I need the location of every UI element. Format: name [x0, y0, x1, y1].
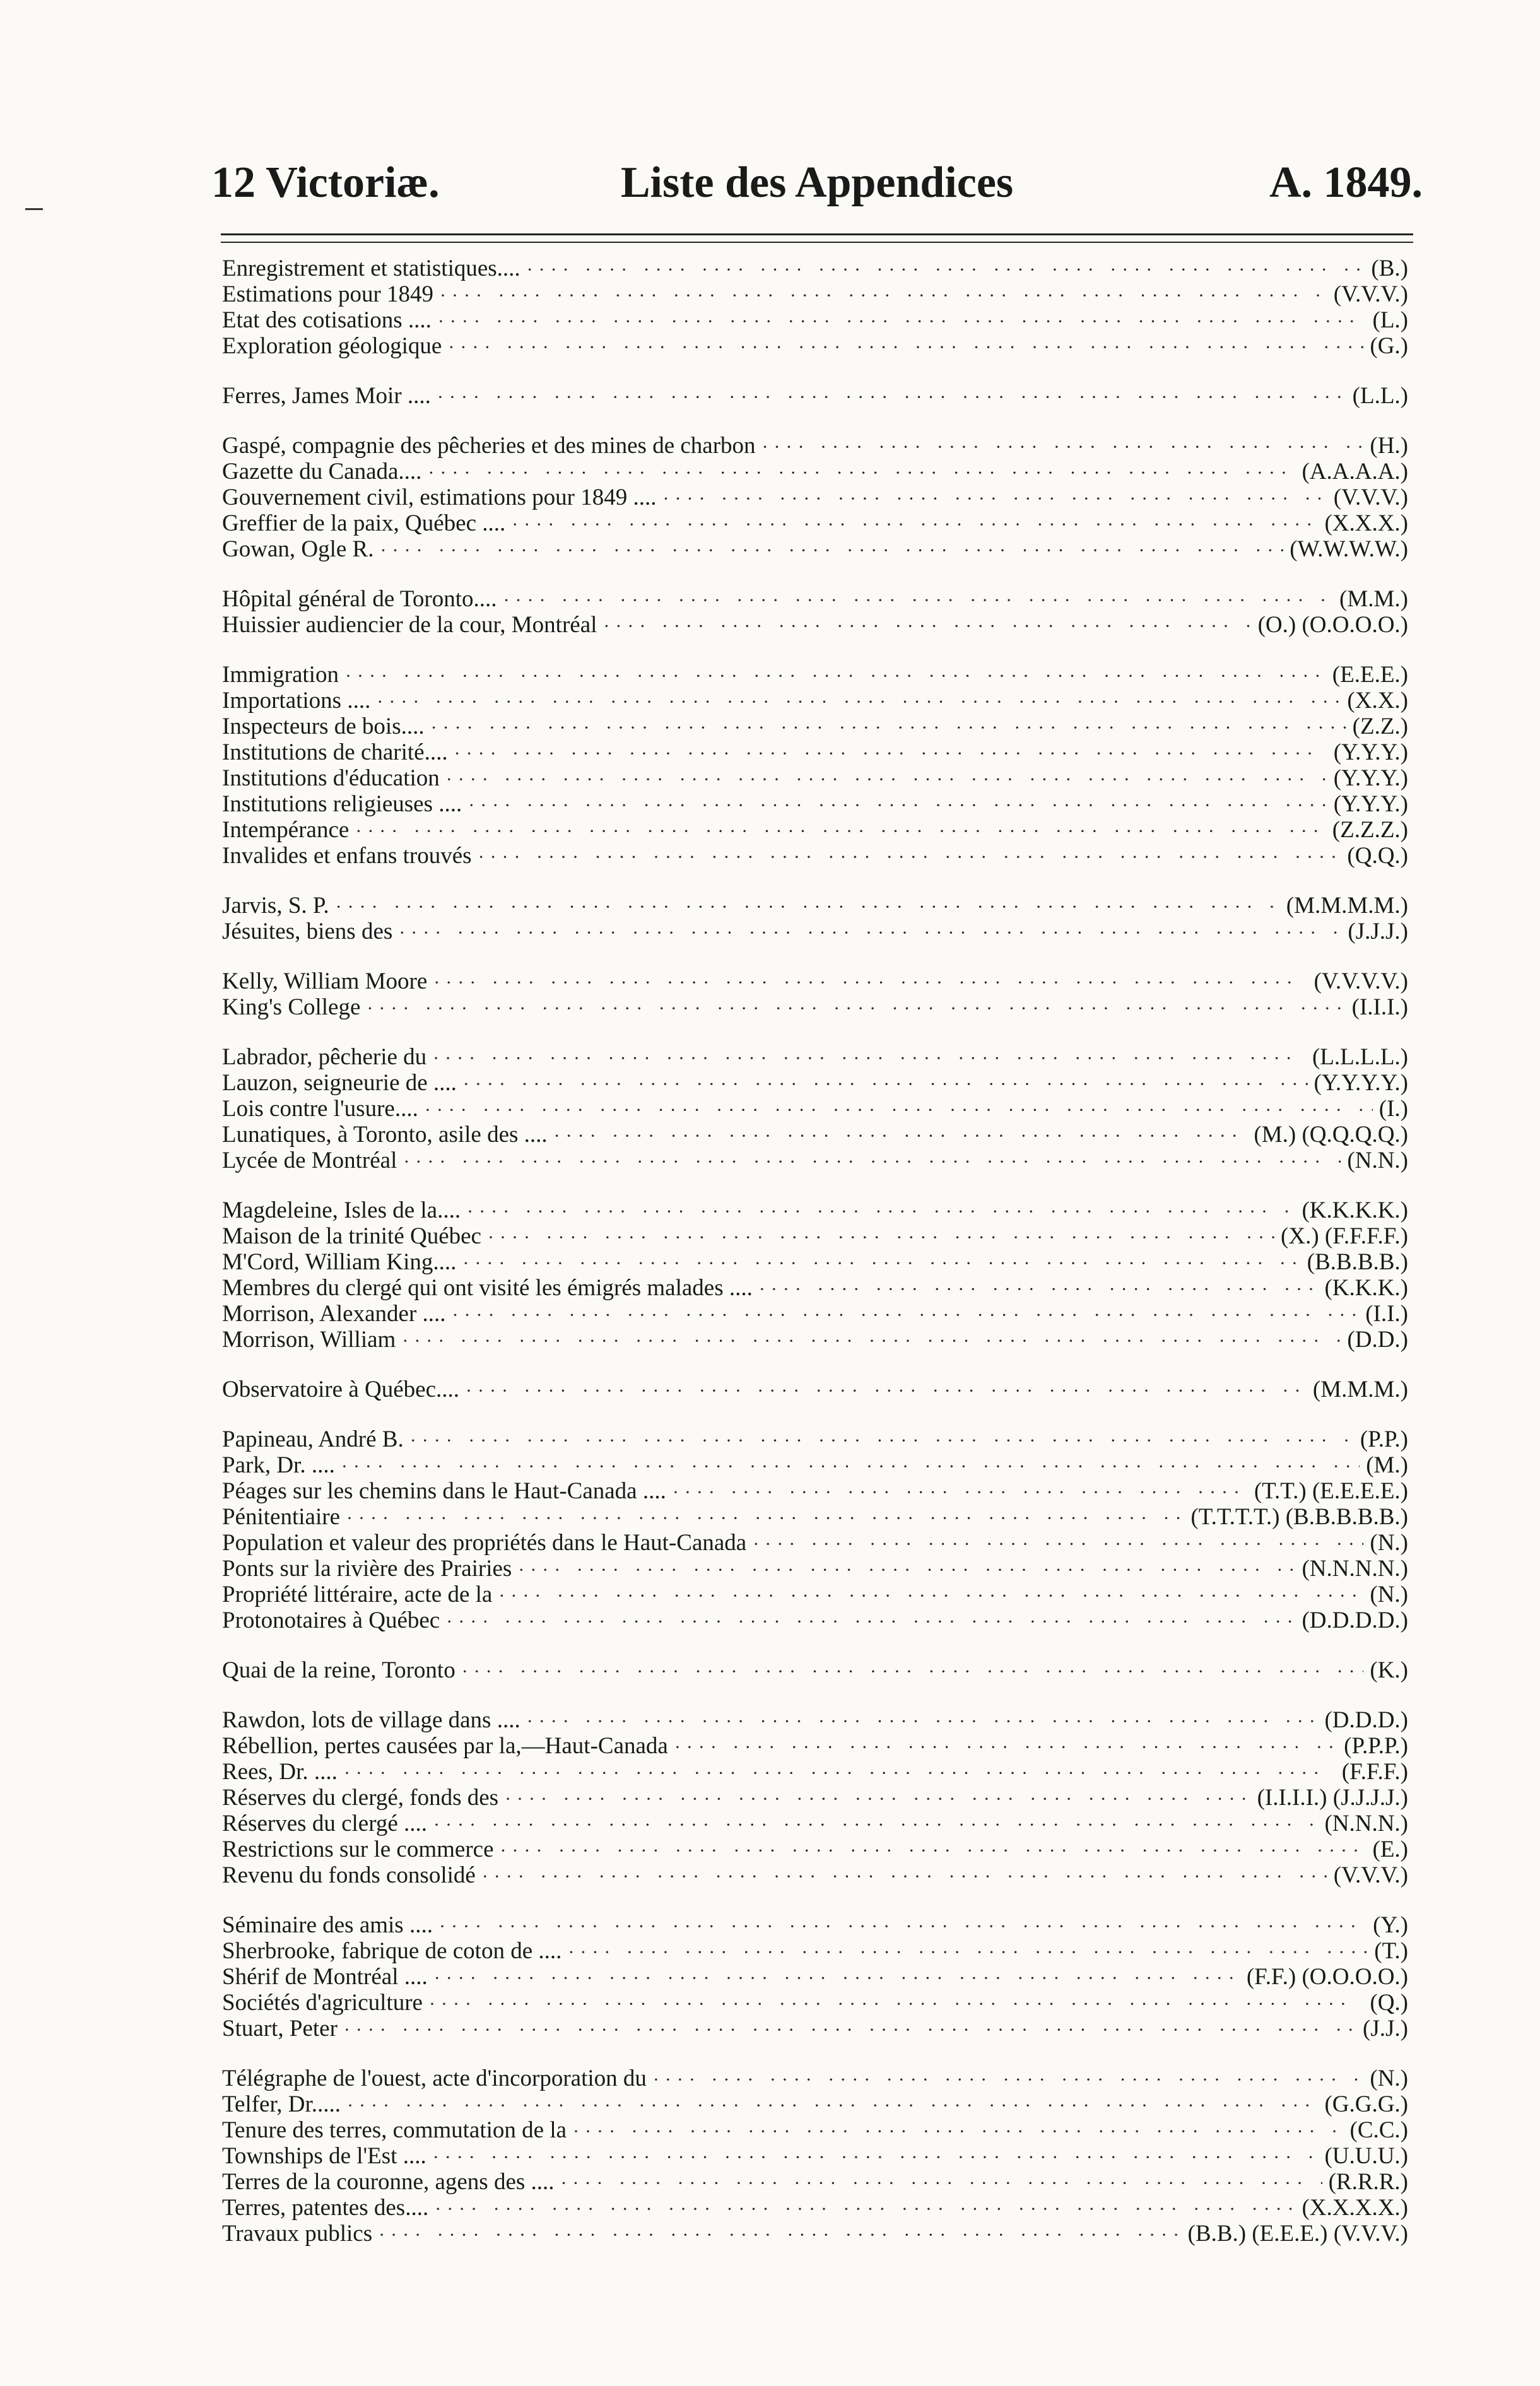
entry-name: Stuart, Peter	[222, 2016, 338, 2042]
entry-reference: (Y.Y.Y.)	[1333, 739, 1408, 765]
entry-name: Greffier de la paix, Québec ....	[222, 510, 506, 536]
entry-reference: (L.L.L.L.)	[1312, 1044, 1408, 1070]
dot-leader	[345, 663, 1326, 689]
entry-name: Réserves du clergé, fonds des	[222, 1785, 499, 1811]
appendix-entry	[222, 1733, 1408, 1759]
entry-reference: (A.A.A.A.)	[1302, 459, 1408, 485]
entry-name: Etat des cotisations ....	[222, 307, 432, 333]
entry-name: Institutions religieuses ....	[222, 791, 462, 817]
appendix-entry	[222, 1582, 1408, 1607]
entry-reference: (N.N.N.N.)	[1302, 1556, 1408, 1582]
appendix-entry	[222, 968, 1408, 994]
entry-name: Péages sur les chemins dans le Haut-Canada ....	[222, 1478, 666, 1504]
entry-reference: (M.) (Q.Q.Q.Q.)	[1254, 1122, 1408, 1148]
header-title: Liste des Appendices	[620, 158, 1014, 207]
dot-leader	[488, 1225, 1274, 1250]
entry-reference: (J.J.)	[1363, 2016, 1408, 2042]
appendix-entry	[222, 1044, 1408, 1070]
dot-leader	[428, 460, 1295, 486]
entry-name: Morrison, Alexander ....	[222, 1301, 446, 1327]
appendix-entry	[222, 662, 1408, 688]
appendix-entry	[222, 1607, 1408, 1633]
entry-name: Magdeleine, Isles de la....	[222, 1197, 461, 1223]
entry-reference: (M.M.M.M.)	[1286, 893, 1408, 919]
entry-name: Ferres, James Moir ....	[222, 383, 431, 409]
entry-name: Terres, patentes des....	[222, 2195, 429, 2221]
appendix-entry	[222, 817, 1408, 843]
entry-reference: (Q.Q.)	[1347, 843, 1408, 869]
dot-leader	[561, 2170, 1322, 2196]
dot-leader	[674, 1734, 1337, 1760]
dot-leader	[347, 2093, 1318, 2119]
entry-reference: (E.)	[1372, 1837, 1408, 1862]
appendix-entry	[222, 919, 1408, 944]
letter-group	[222, 433, 1408, 562]
entry-name: Morrison, William	[222, 1327, 396, 1353]
entry-reference: (N.N.N.)	[1324, 1811, 1408, 1837]
dot-leader	[433, 1045, 1306, 1071]
appendix-entry	[222, 1862, 1408, 1888]
entry-name: Gowan, Ogle R.	[222, 536, 374, 562]
dot-leader	[512, 512, 1318, 538]
dot-leader	[429, 1991, 1363, 2017]
entry-reference: (V.V.V.)	[1333, 1862, 1408, 1888]
entry-reference: (H.)	[1370, 433, 1408, 459]
entry-name: Tenure des terres, commutation de la	[222, 2117, 567, 2143]
entry-name: Rébellion, pertes causées par la,—Haut-Canada	[222, 1733, 668, 1759]
dot-leader	[336, 894, 1280, 920]
entry-name: Importations ....	[222, 688, 371, 714]
entry-name: Lauzon, seigneurie de ....	[222, 1070, 457, 1096]
entry-reference: (P.P.P.)	[1344, 1733, 1408, 1759]
appendix-entry	[222, 714, 1408, 739]
entry-name: Télégraphe de l'ouest, acte d'incorporation du	[222, 2066, 647, 2091]
dot-leader	[673, 1479, 1248, 1505]
dot-leader	[435, 2196, 1295, 2222]
dot-leader	[503, 587, 1333, 613]
entry-name: Kelly, William Moore	[222, 968, 428, 994]
entry-reference: (X.) (F.F.F.F.)	[1281, 1223, 1408, 1249]
entry-name: Huissier audiencier de la cour, Montréal	[222, 612, 597, 638]
entry-reference: (T.T.T.T.) (B.B.B.B.B.)	[1190, 1504, 1408, 1530]
entry-name: Travaux publics	[222, 2221, 373, 2247]
letter-group	[222, 1426, 1408, 1633]
appendix-entry	[222, 2221, 1408, 2247]
dot-leader	[425, 1097, 1373, 1123]
dot-leader	[573, 2119, 1343, 2144]
entry-reference: (J.J.J.)	[1348, 919, 1408, 944]
entry-reference: (N.N.)	[1347, 1148, 1408, 1173]
appendix-entry	[222, 2195, 1408, 2221]
dot-leader	[762, 434, 1364, 460]
entry-name: Enregistrement et statistiques....	[222, 256, 520, 281]
dot-leader	[518, 1557, 1295, 1583]
appendix-entry	[222, 688, 1408, 714]
appendix-entry	[222, 1990, 1408, 2016]
margin-mark	[25, 208, 43, 210]
appendix-entry	[222, 1096, 1408, 1122]
dot-leader	[434, 1965, 1240, 1991]
entry-reference: (Q.)	[1370, 1990, 1408, 2016]
entry-reference: (R.R.R.)	[1328, 2169, 1408, 2195]
dot-leader	[554, 1123, 1248, 1149]
entry-name: Observatoire à Québec....	[222, 1377, 459, 1402]
letter-group	[222, 256, 1408, 359]
entry-name: Estimations pour 1849	[222, 281, 434, 307]
letter-group	[222, 1377, 1408, 1402]
entry-reference: (I.I.)	[1365, 1301, 1408, 1327]
entry-name: Sherbrooke, fabrique de coton de ....	[222, 1938, 562, 1964]
letter-group	[222, 662, 1408, 869]
appendix-entry	[222, 1070, 1408, 1096]
entry-reference: (E.E.E.)	[1332, 662, 1408, 688]
entry-name: Shérif de Montréal ....	[222, 1964, 428, 1990]
dot-leader	[433, 970, 1307, 996]
appendix-entry	[222, 1377, 1408, 1402]
entry-reference: (Z.Z.)	[1352, 714, 1408, 739]
entry-reference: (N.)	[1370, 1582, 1408, 1607]
page-header	[211, 158, 1423, 215]
dot-leader	[454, 741, 1327, 767]
entry-reference: (N.)	[1370, 2066, 1408, 2091]
dot-leader	[344, 2017, 1356, 2043]
entry-name: Papineau, André B.	[222, 1426, 404, 1452]
dot-leader	[527, 1708, 1319, 1734]
dot-leader	[653, 2067, 1363, 2093]
dot-leader	[431, 715, 1346, 741]
entry-reference: (K.K.K.K.)	[1302, 1197, 1408, 1223]
dot-leader	[377, 689, 1341, 715]
dot-leader	[379, 2222, 1181, 2248]
letter-group	[222, 383, 1408, 409]
entry-name: Park, Dr. ....	[222, 1452, 335, 1478]
appendix-entry	[222, 2091, 1408, 2117]
letter-group	[222, 1044, 1408, 1173]
entry-reference: (V.V.V.)	[1333, 281, 1408, 307]
entry-reference: (N.)	[1370, 1530, 1408, 1556]
appendix-entry	[222, 433, 1408, 459]
appendix-entry	[222, 1223, 1408, 1249]
dot-leader	[341, 1454, 1360, 1479]
dot-leader	[433, 1812, 1318, 1838]
letter-group	[222, 1707, 1408, 1888]
entry-name: Gaspé, compagnie des pêcheries et des mines de charbon	[222, 433, 756, 459]
appendix-entry	[222, 1811, 1408, 1837]
appendix-entry	[222, 1426, 1408, 1452]
appendix-entry	[222, 1148, 1408, 1173]
dot-leader	[527, 257, 1365, 283]
entry-name: M'Cord, William King....	[222, 1249, 457, 1275]
entry-name: Lycée de Montréal	[222, 1148, 397, 1173]
entry-name: Jarvis, S. P.	[222, 893, 329, 919]
dot-leader	[466, 1378, 1307, 1404]
entry-reference: (Y.Y.Y.Y.)	[1314, 1070, 1408, 1096]
dot-leader	[346, 1505, 1184, 1531]
entry-reference: (X.X.X.)	[1324, 510, 1408, 536]
entry-reference: (M.M.)	[1339, 586, 1408, 612]
appendix-entry	[222, 459, 1408, 485]
appendix-entry	[222, 1504, 1408, 1530]
entry-reference: (X.X.)	[1347, 688, 1408, 714]
entry-reference: (B.)	[1371, 256, 1408, 281]
appendix-entry	[222, 2066, 1408, 2091]
entry-name: Lois contre l'usure....	[222, 1096, 418, 1122]
appendix-entry	[222, 485, 1408, 510]
letter-group	[222, 1197, 1408, 1353]
entry-reference: (P.P.)	[1360, 1426, 1408, 1452]
entry-reference: (I.I.I.)	[1351, 994, 1408, 1020]
entry-reference: (X.X.X.X.)	[1302, 2195, 1408, 2221]
entry-name: Terres de la couronne, agens des ....	[222, 2169, 555, 2195]
appendix-entry	[222, 1837, 1408, 1862]
appendix-entry	[222, 333, 1408, 359]
letter-group	[222, 586, 1408, 638]
dot-leader	[355, 818, 1325, 844]
dot-leader	[478, 844, 1341, 870]
dot-leader	[403, 1149, 1341, 1175]
appendix-entry	[222, 1478, 1408, 1504]
entry-reference: (D.D.D.)	[1324, 1707, 1408, 1733]
appendix-entry	[222, 1275, 1408, 1301]
dot-leader	[759, 1276, 1319, 1302]
appendix-entry	[222, 1197, 1408, 1223]
entry-name: Réserves du clergé ....	[222, 1811, 428, 1837]
appendix-entry	[222, 1301, 1408, 1327]
entry-reference: (B.B.B.B.)	[1307, 1249, 1408, 1275]
entry-reference: (I.I.I.I.) (J.J.J.J.)	[1257, 1785, 1408, 1811]
entry-reference: (G.G.G.)	[1324, 2091, 1408, 2117]
appendix-entry	[222, 1707, 1408, 1733]
entry-name: Telfer, Dr.....	[222, 2091, 341, 2117]
appendix-entry	[222, 1530, 1408, 1556]
entry-reference: (U.U.U.)	[1324, 2143, 1408, 2169]
entry-reference: (O.) (O.O.O.O.)	[1257, 612, 1408, 638]
appendix-entry	[222, 383, 1408, 409]
entry-reference: (F.F.F.)	[1341, 1759, 1408, 1785]
appendix-entry	[222, 1964, 1408, 1990]
entry-name: Invalides et enfans trouvés	[222, 843, 472, 869]
letter-group	[222, 968, 1408, 1020]
dot-leader	[463, 1071, 1308, 1097]
entry-reference: (L.L.)	[1352, 383, 1408, 409]
entry-reference: (C.C.)	[1349, 2117, 1408, 2143]
entry-name: Pénitentiaire	[222, 1504, 340, 1530]
entry-name: Immigration	[222, 662, 339, 688]
appendix-entry	[222, 1556, 1408, 1582]
appendix-entry	[222, 739, 1408, 765]
dot-leader	[468, 792, 1327, 818]
dot-leader	[446, 1609, 1295, 1635]
dot-leader	[437, 384, 1346, 410]
letter-group	[222, 2066, 1408, 2247]
appendix-entry	[222, 1452, 1408, 1478]
entry-reference: (M.)	[1366, 1452, 1408, 1478]
appendix-entry	[222, 2117, 1408, 2143]
entry-reference: (D.D.D.D.)	[1302, 1607, 1408, 1633]
appendix-entry	[222, 612, 1408, 638]
entry-name: Quai de la reine, Toronto	[222, 1657, 456, 1683]
letter-group	[222, 893, 1408, 944]
entry-reference: (W.W.W.W.)	[1290, 536, 1408, 562]
entry-name: Intempérance	[222, 817, 350, 843]
dot-leader	[663, 486, 1327, 512]
entry-name: Inspecteurs de bois....	[222, 714, 425, 739]
entry-name: Rawdon, lots de village dans ....	[222, 1707, 520, 1733]
appendix-entry	[222, 1759, 1408, 1785]
entry-name: Ponts sur la rivière des Prairies	[222, 1556, 512, 1582]
appendix-entry	[222, 256, 1408, 281]
entry-name: Hôpital général de Toronto....	[222, 586, 497, 612]
entry-name: Restrictions sur le commerce	[222, 1837, 494, 1862]
appendix-list	[222, 256, 1408, 2271]
entry-name: Sociétés d'agriculture	[222, 1990, 423, 2016]
entry-reference: (F.F.) (O.O.O.O.)	[1246, 1964, 1408, 1990]
entry-name: Institutions de charité....	[222, 739, 448, 765]
entry-name: Séminaire des amis ....	[222, 1912, 433, 1938]
dot-leader	[438, 309, 1367, 334]
dot-leader	[399, 920, 1341, 946]
entry-name: Protonotaires à Québec	[222, 1607, 440, 1633]
dot-leader	[500, 1838, 1367, 1864]
entry-reference: (K.)	[1370, 1657, 1408, 1683]
dot-leader	[344, 1760, 1336, 1786]
appendix-entry	[222, 893, 1408, 919]
appendix-entry	[222, 765, 1408, 791]
entry-name: Institutions d'éducation	[222, 765, 440, 791]
dot-leader	[467, 1199, 1295, 1225]
entry-reference: (T.)	[1374, 1938, 1408, 1964]
appendix-entry	[222, 994, 1408, 1020]
entry-name: Maison de la trinité Québec	[222, 1223, 481, 1249]
entry-reference: (I.)	[1378, 1096, 1408, 1122]
appendix-entry	[222, 1785, 1408, 1811]
entry-name: Rees, Dr. ....	[222, 1759, 338, 1785]
letter-group	[222, 1912, 1408, 2042]
appendix-entry	[222, 2169, 1408, 2195]
entry-reference: (M.M.M.)	[1312, 1377, 1408, 1402]
entry-reference: (B.B.) (E.E.E.) (V.V.V.)	[1187, 2221, 1408, 2247]
appendix-entry	[222, 536, 1408, 562]
entry-reference: (Y.Y.Y.)	[1333, 791, 1408, 817]
entry-name: Gouvernement civil, estimations pour 1849 ....	[222, 485, 657, 510]
dot-leader	[452, 1302, 1360, 1328]
appendix-entry	[222, 2143, 1408, 2169]
entry-name: Townships de l'Est ....	[222, 2143, 426, 2169]
dot-leader	[402, 1328, 1341, 1354]
entry-reference: (K.K.K.)	[1324, 1275, 1408, 1301]
entry-name: Population et valeur des propriétés dans le Haut-Canada	[222, 1530, 747, 1556]
entry-name: Exploration géologique	[222, 333, 442, 359]
dot-leader	[462, 1659, 1364, 1684]
appendix-entry	[222, 1912, 1408, 1938]
entry-reference: (V.V.V.)	[1333, 485, 1408, 510]
appendix-entry	[222, 1938, 1408, 1964]
appendix-entry	[222, 791, 1408, 817]
dot-leader	[380, 538, 1283, 563]
dot-leader	[367, 996, 1345, 1021]
header-rule	[221, 233, 1413, 243]
letter-group	[222, 1657, 1408, 1683]
appendix-entry	[222, 1249, 1408, 1275]
entry-name: Gazette du Canada....	[222, 459, 422, 485]
entry-reference: (Y.)	[1373, 1912, 1408, 1938]
dot-leader	[446, 767, 1327, 792]
entry-reference: (D.D.)	[1347, 1327, 1408, 1353]
entry-reference: (G.)	[1370, 333, 1408, 359]
appendix-entry	[222, 307, 1408, 333]
entry-name: Membres du clergé qui ont visité les émigrés malades ....	[222, 1275, 753, 1301]
appendix-entry	[222, 586, 1408, 612]
dot-leader	[505, 1786, 1251, 1812]
dot-leader	[448, 334, 1363, 360]
header-year: A. 1849.	[1269, 158, 1423, 207]
dot-leader	[433, 2144, 1319, 2170]
appendix-entry	[222, 1122, 1408, 1148]
dot-leader	[439, 1913, 1367, 1939]
dot-leader	[410, 1428, 1354, 1454]
appendix-entry	[222, 281, 1408, 307]
dot-leader	[462, 1250, 1300, 1276]
entry-reference: (V.V.V.V.)	[1314, 968, 1408, 994]
entry-reference: (Y.Y.Y.)	[1333, 765, 1408, 791]
entry-name: Revenu du fonds consolidé	[222, 1862, 476, 1888]
entry-name: King's College	[222, 994, 361, 1020]
appendix-entry	[222, 843, 1408, 869]
appendix-entry	[222, 2016, 1408, 2042]
dot-leader	[498, 1583, 1363, 1609]
entry-reference: (Z.Z.Z.)	[1332, 817, 1408, 843]
dot-leader	[603, 613, 1251, 639]
dot-leader	[753, 1531, 1363, 1557]
header-session: 12 Victoriæ.	[211, 158, 440, 207]
entry-name: Propriété littéraire, acte de la	[222, 1582, 493, 1607]
entry-name: Jésuites, biens des	[222, 919, 393, 944]
appendix-entry	[222, 1327, 1408, 1353]
appendix-entry	[222, 1657, 1408, 1683]
dot-leader	[482, 1864, 1327, 1889]
entry-reference: (T.T.) (E.E.E.E.)	[1254, 1478, 1408, 1504]
dot-leader	[440, 283, 1327, 309]
entry-reference: (L.)	[1372, 307, 1408, 333]
entry-name: Lunatiques, à Toronto, asile des ....	[222, 1122, 548, 1148]
dot-leader	[568, 1939, 1368, 1965]
appendix-entry	[222, 510, 1408, 536]
entry-name: Labrador, pêcherie du	[222, 1044, 427, 1070]
